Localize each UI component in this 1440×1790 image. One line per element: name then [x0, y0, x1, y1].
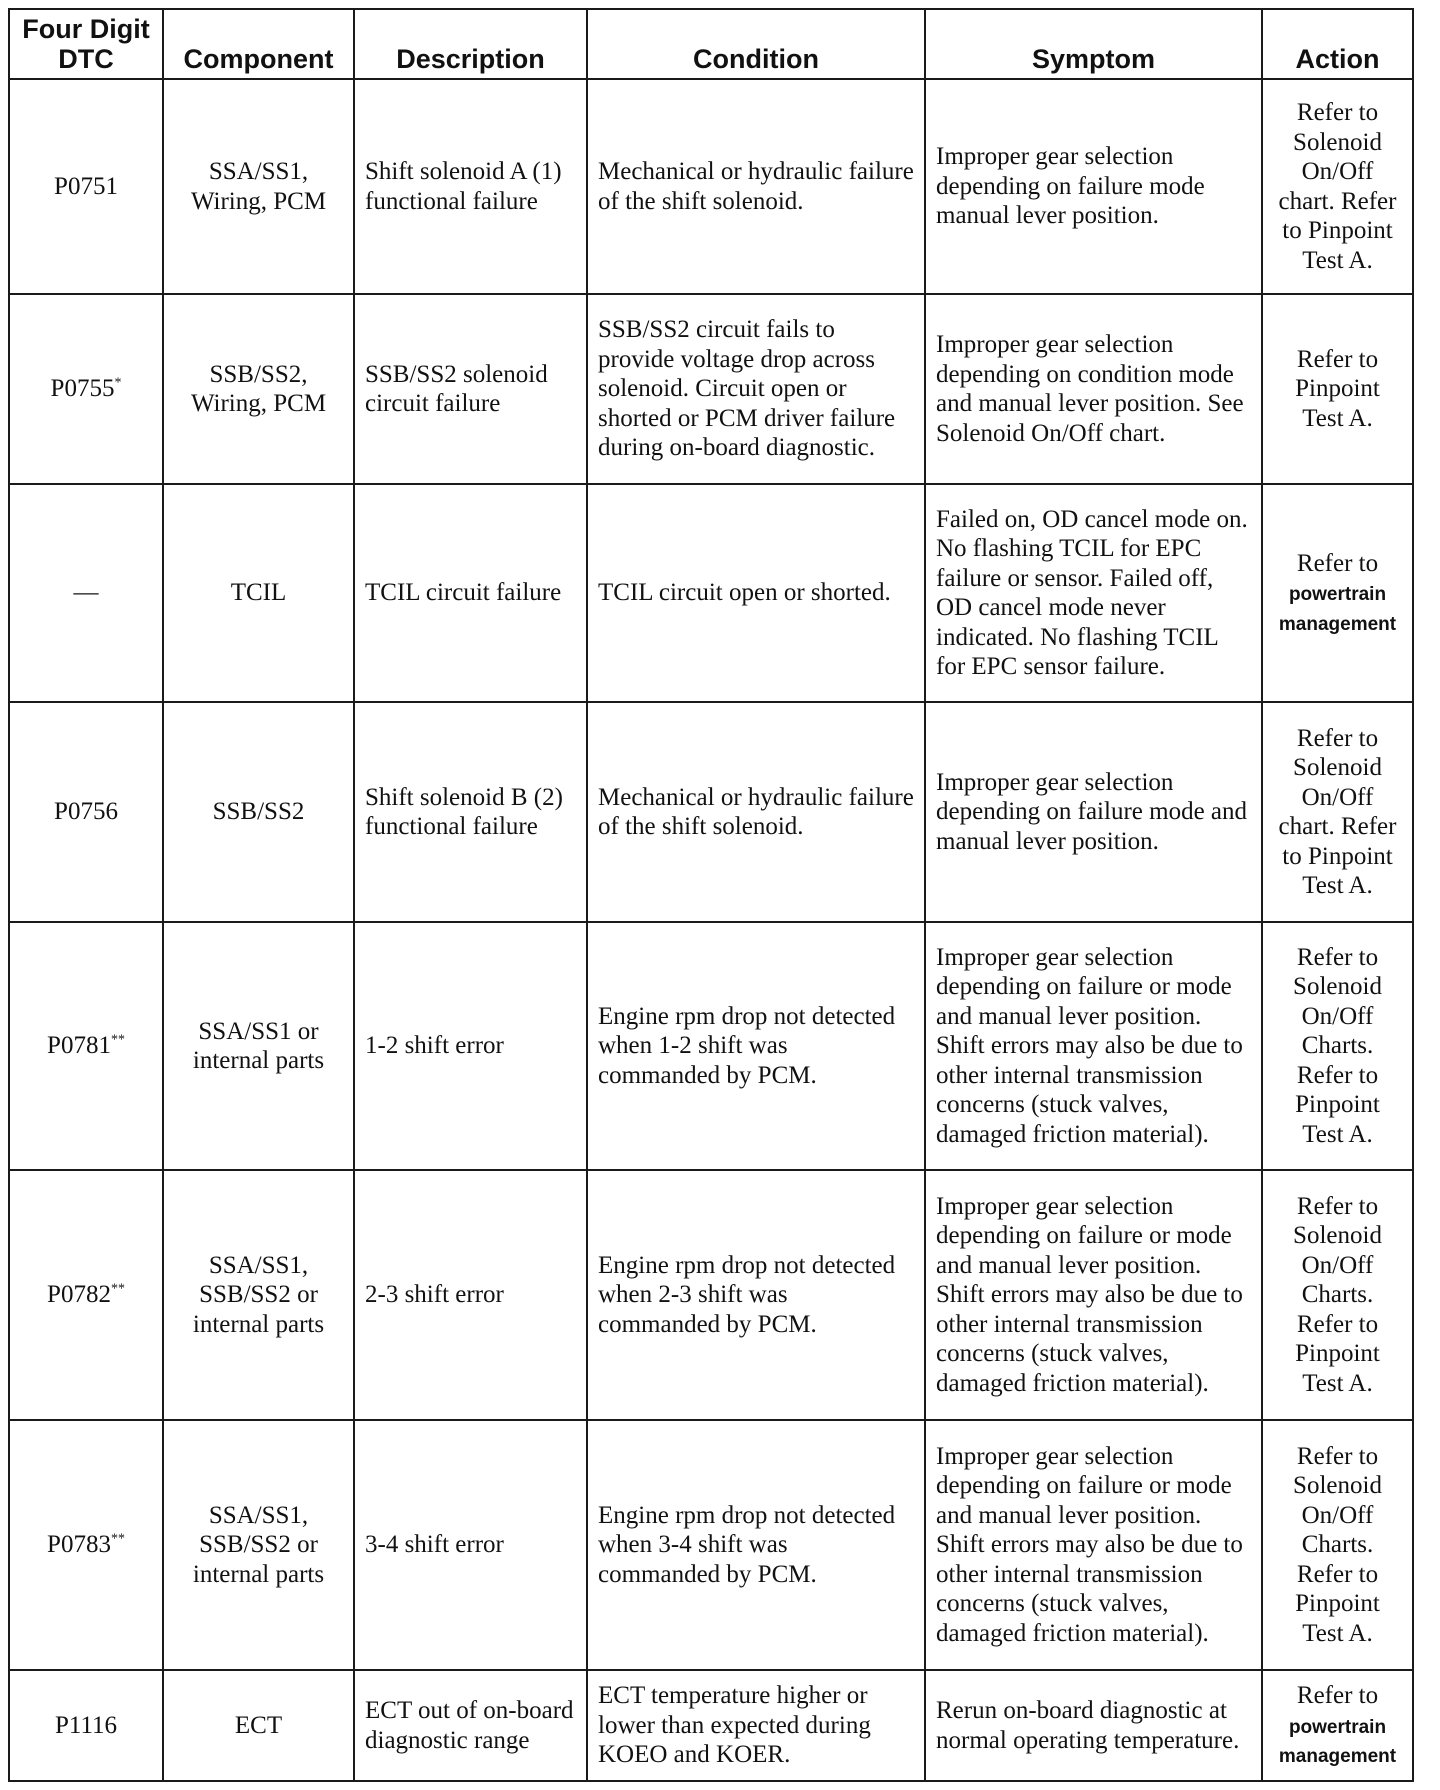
- dtc-cell: P0781**: [9, 922, 163, 1170]
- description-cell: TCIL circuit failure: [354, 484, 587, 702]
- component-cell: ECT: [163, 1670, 354, 1781]
- dtc-cell: P0756: [9, 702, 163, 922]
- component-cell: TCIL: [163, 484, 354, 702]
- action-cell: Refer to Solenoid On/Off chart. Refer to Pinpoint Test A.: [1262, 702, 1413, 922]
- action-cell: [1262, 1670, 1413, 1781]
- condition-cell: ECT temperature higher or lower than expected during KOEO and KOER.: [587, 1670, 925, 1781]
- header-description: Description: [354, 9, 587, 79]
- symptom-cell: Improper gear selection depending on failure mode manual lever position.: [925, 79, 1262, 294]
- symptom-cell: Failed on, OD cancel mode on. No flashing TCIL for EPC failure or sensor. Failed off, OD cancel mode never indicated. No flashing TCIL for EPC sensor failure.: [925, 484, 1262, 702]
- symptom-cell: Improper gear selection depending on condition mode and manual lever position. See Solenoid On/Off chart.: [925, 294, 1262, 484]
- action-main-text: Refer to: [1296, 549, 1379, 577]
- table-row: [9, 79, 1413, 294]
- dtc-cell: P0782**: [9, 1170, 163, 1420]
- component-cell: SSA/SS1, Wiring, PCM: [163, 79, 354, 294]
- action-cell: [1262, 484, 1413, 702]
- action-small-text: powertrain management: [1278, 1716, 1397, 1768]
- symptom-cell: Rerun on-board diagnostic at normal operating temperature.: [925, 1670, 1262, 1781]
- condition-cell: Engine rpm drop not detected when 3-4 shift was commanded by PCM.: [587, 1420, 925, 1670]
- condition-cell: SSB/SS2 circuit fails to provide voltage drop across solenoid. Circuit open or shorted or PCM driver failure during on-board diagnostic.: [587, 294, 925, 484]
- component-cell: SSA/SS1, SSB/SS2 or internal parts: [163, 1420, 354, 1670]
- header-component: Component: [163, 9, 354, 79]
- table-row: [9, 1670, 1413, 1781]
- description-cell: 3-4 shift error: [354, 1420, 587, 1670]
- action-cell: Refer to Solenoid On/Off chart. Refer to Pinpoint Test A.: [1262, 79, 1413, 294]
- action-small-text: powertrain management: [1278, 584, 1397, 635]
- dtc-table: [8, 8, 1414, 1782]
- dtc-cell: P0783**: [9, 1420, 163, 1670]
- description-cell: SSB/SS2 solenoid circuit failure: [354, 294, 587, 484]
- condition-cell: Engine rpm drop not detected when 1-2 shift was commanded by PCM.: [587, 922, 925, 1170]
- header-symptom: Symptom: [925, 9, 1262, 79]
- action-cell: Refer to Solenoid On/Off Charts. Refer to Pinpoint Test A.: [1262, 922, 1413, 1170]
- table-row: [9, 702, 1413, 922]
- symptom-cell: Improper gear selection depending on failure or mode and manual lever position. Shift errors may also be due to other internal transmission concerns (stuck valves, damaged friction material).: [925, 1420, 1262, 1670]
- symptom-cell: Improper gear selection depending on failure or mode and manual lever position. Shift errors may also be due to other internal transmission concerns (stuck valves, damaged friction material).: [925, 922, 1262, 1170]
- table-row: [9, 1420, 1413, 1670]
- action-cell: Refer to Solenoid On/Off Charts. Refer to Pinpoint Test A.: [1262, 1170, 1413, 1420]
- header-action: Action: [1262, 9, 1413, 79]
- condition-cell: TCIL circuit open or shorted.: [587, 484, 925, 702]
- action-main-text: Refer to: [1296, 1682, 1379, 1710]
- description-cell: Shift solenoid B (2) functional failure: [354, 702, 587, 922]
- table-row: [9, 484, 1413, 702]
- header-dtc: Four Digit DTC: [9, 9, 163, 79]
- action-cell: Refer to Pinpoint Test A.: [1262, 294, 1413, 484]
- table-row: [9, 922, 1413, 1170]
- component-cell: SSB/SS2: [163, 702, 354, 922]
- component-cell: SSB/SS2, Wiring, PCM: [163, 294, 354, 484]
- dtc-cell: —: [9, 484, 163, 702]
- action-cell: Refer to Solenoid On/Off Charts. Refer to Pinpoint Test A.: [1262, 1420, 1413, 1670]
- dtc-cell: P1116: [9, 1670, 163, 1781]
- header-condition: Condition: [587, 9, 925, 79]
- table-row: [9, 1170, 1413, 1420]
- component-cell: SSA/SS1 or internal parts: [163, 922, 354, 1170]
- dtc-cell: P0751: [9, 79, 163, 294]
- symptom-cell: Improper gear selection depending on failure or mode and manual lever position. Shift errors may also be due to other internal transmission concerns (stuck valves, damaged friction material).: [925, 1170, 1262, 1420]
- symptom-cell: Improper gear selection depending on failure mode and manual lever position.: [925, 702, 1262, 922]
- condition-cell: Mechanical or hydraulic failure of the shift solenoid.: [587, 79, 925, 294]
- condition-cell: Engine rpm drop not detected when 2-3 shift was commanded by PCM.: [587, 1170, 925, 1420]
- component-cell: SSA/SS1, SSB/SS2 or internal parts: [163, 1170, 354, 1420]
- description-cell: Shift solenoid A (1) functional failure: [354, 79, 587, 294]
- description-cell: 1-2 shift error: [354, 922, 587, 1170]
- dtc-cell: P0755*: [9, 294, 163, 484]
- condition-cell: Mechanical or hydraulic failure of the shift solenoid.: [587, 702, 925, 922]
- description-cell: 2-3 shift error: [354, 1170, 587, 1420]
- header-row: [9, 9, 1413, 79]
- description-cell: ECT out of on-board diagnostic range: [354, 1670, 587, 1781]
- table-row: [9, 294, 1413, 484]
